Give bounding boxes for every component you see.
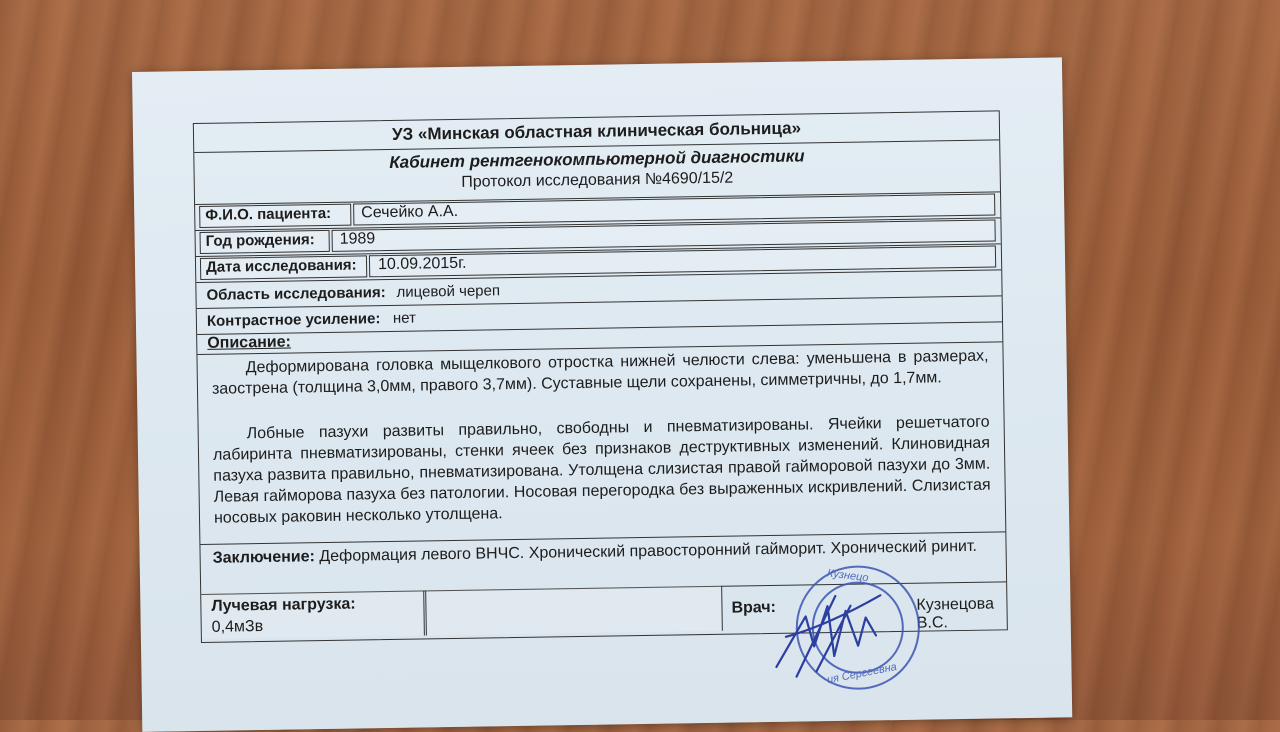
- area-value: лицевой череп: [396, 282, 501, 301]
- signature-scribble: [765, 575, 897, 687]
- conclusion-label: Заключение:: [212, 548, 316, 567]
- description-label: Описание:: [207, 333, 292, 352]
- description-block: [197, 341, 1005, 545]
- contrast-value: нет: [392, 309, 417, 327]
- patient-value: Сечейко А.А.: [361, 202, 459, 222]
- stamp-text-bottom: ия Сергеевна: [826, 661, 898, 687]
- report-form: [193, 110, 1008, 643]
- contrast-label: Контрастное усиление:: [206, 310, 381, 330]
- date-label: Дата исследования:: [205, 256, 357, 276]
- birth-label: Год рождения:: [205, 231, 315, 250]
- department-title: Кабинет рентгенокомпьютерной диагностики: [389, 146, 805, 172]
- doctor-value: Кузнецова В.С.: [916, 595, 995, 632]
- area-label: Область исследования:: [206, 284, 386, 304]
- description-paragraph-1: Деформирована головка мыщелкового отростка нижней челюсти слева: уменьшена в размерах, заострена (толщина 3,0мм, правого 3,7мм). Суставные щели сохранены, симметричны, до 1,7мм.: [211, 347, 989, 398]
- date-value: 10.09.2015г.: [377, 254, 467, 274]
- dose-value: 0,4мЗв: [211, 618, 264, 636]
- conclusion-text: Деформация левого ВНЧС. Хронический правосторонний гайморит. Хронический ринит.: [319, 537, 978, 566]
- empty-box: [425, 586, 723, 636]
- doctor-label: Врач:: [731, 598, 777, 617]
- stamp-text-top: Кузнецо: [826, 567, 870, 585]
- document-sheet: [132, 57, 1072, 732]
- protocol-number: Протокол исследования №4690/15/2: [461, 169, 734, 191]
- dose-label: Лучевая нагрузка:: [211, 595, 356, 615]
- birth-value: 1989: [339, 230, 376, 248]
- description-paragraph-2: Лобные пазухи развиты правильно, свободны и пневматизированы. Ячейки решетчатого лабиринта пневматизированы, стенки ячеек без признаков деструктивных изменений. Клиновидная пазуха развита правильно, пневматизирована. Утолщена слизистая правой гайморовой пазухи до 3мм. Левая гайморова пазуха без патологии. Носовая перегородка без выраженных искривлений. Слизистая носовых раковин несколько утолщена.: [212, 413, 991, 527]
- institution-title: УЗ «Минская областная клиническая больница»: [194, 111, 999, 153]
- patient-label: Ф.И.О. пациента:: [205, 204, 332, 224]
